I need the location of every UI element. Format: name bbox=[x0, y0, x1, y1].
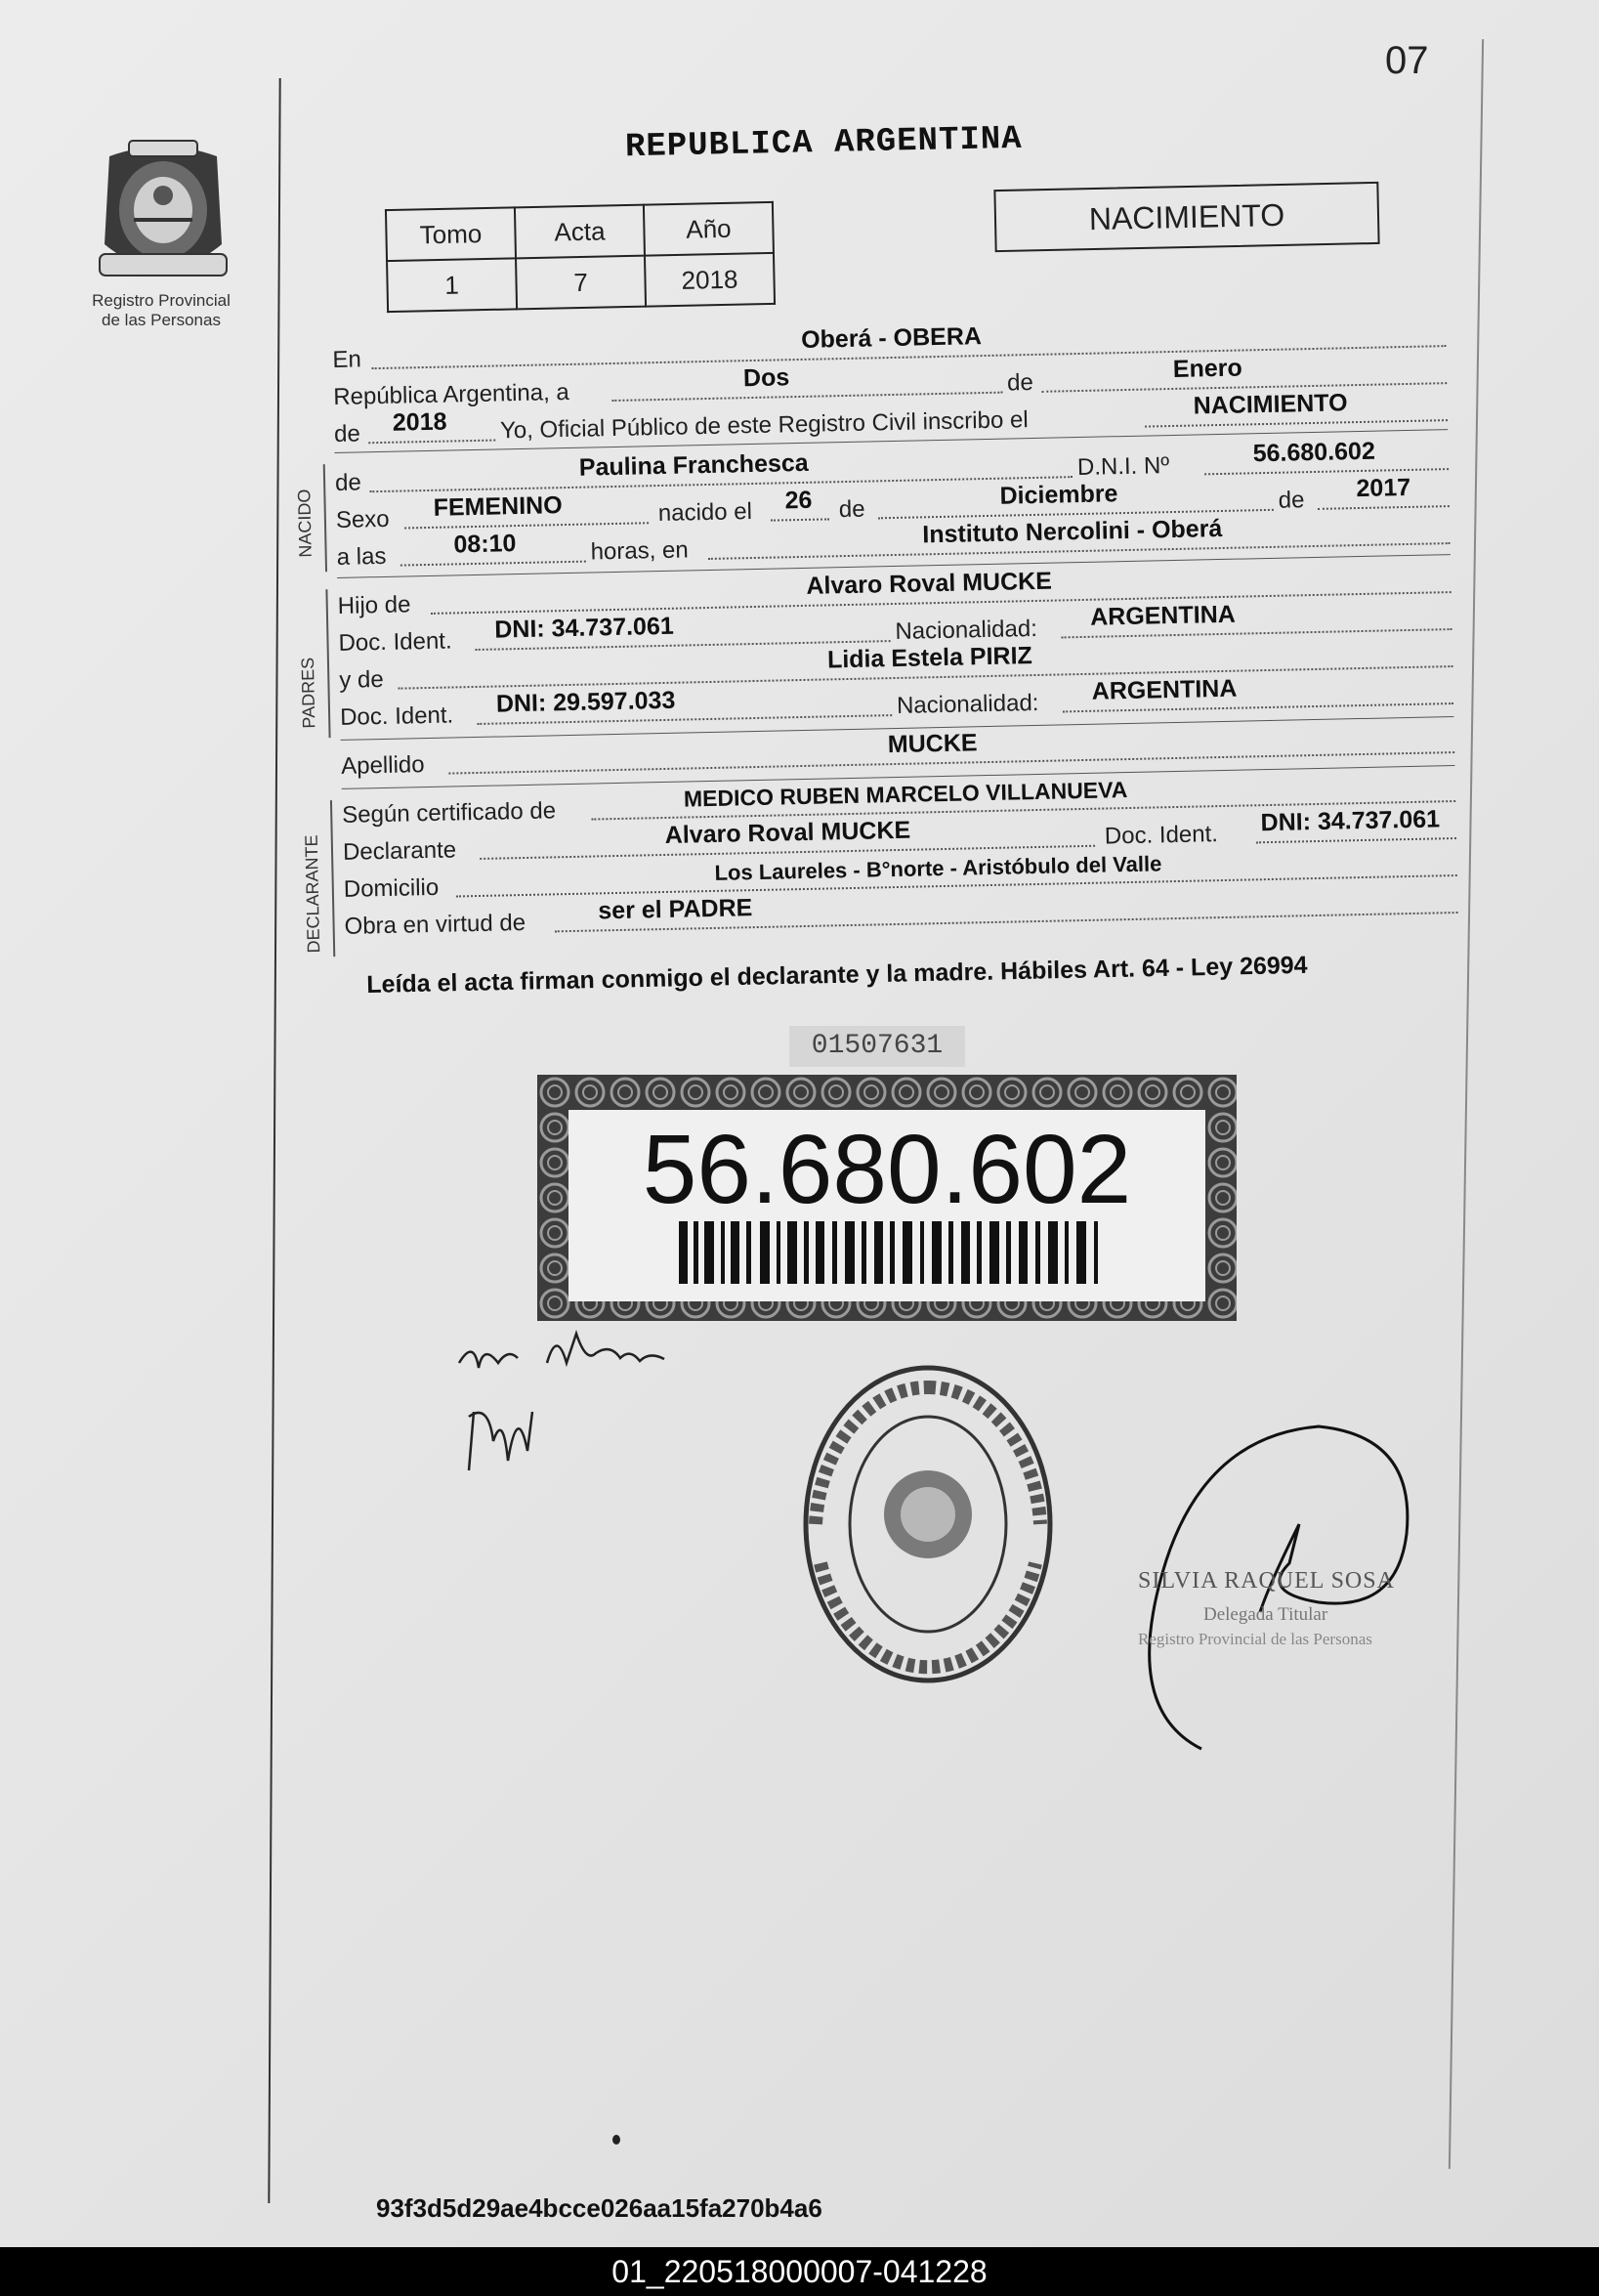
section-label-padres: PADRES bbox=[297, 657, 319, 729]
record-header-tomo: Tomo bbox=[386, 207, 516, 261]
field-day: Dos bbox=[742, 363, 790, 393]
label-declarante: Declarante bbox=[342, 836, 457, 866]
field-father-name: Alvaro Roval MUCKE bbox=[806, 567, 1053, 600]
label-a-las: a las bbox=[336, 542, 387, 571]
record-value-tomo: 1 bbox=[387, 258, 517, 312]
section-bar bbox=[330, 800, 335, 957]
label-obra: Obra en virtud de bbox=[344, 909, 526, 940]
record-type-box: NACIMIENTO bbox=[993, 182, 1379, 252]
official-stamp bbox=[781, 1348, 1074, 1700]
field-birth-year: 2017 bbox=[1356, 473, 1411, 503]
label-doc-ident: Doc. Ident. bbox=[1104, 821, 1219, 850]
label-certificado: Según certificado de bbox=[341, 797, 557, 829]
field-place: Oberá - OBERA bbox=[800, 322, 983, 354]
field-apellido: MUCKE bbox=[887, 729, 978, 759]
handwritten-signatures bbox=[449, 1324, 781, 1519]
field-father-doc: DNI: 34.737.061 bbox=[494, 612, 675, 644]
field-mother-doc: DNI: 29.597.033 bbox=[495, 686, 676, 718]
field-father-nationality: ARGENTINA bbox=[1089, 600, 1237, 631]
label-nacionalidad: Nacionalidad: bbox=[896, 689, 1039, 719]
record-value-anio: 2018 bbox=[645, 253, 775, 307]
label-doc-ident: Doc. Ident. bbox=[338, 627, 452, 657]
record-header-anio: Año bbox=[644, 202, 774, 256]
label-de-name: de bbox=[334, 469, 362, 496]
field-birth-day: 26 bbox=[784, 486, 813, 515]
left-margin-line bbox=[268, 78, 280, 2203]
field-child-dni: 56.680.602 bbox=[1252, 437, 1376, 468]
label-doc-ident: Doc. Ident. bbox=[339, 702, 454, 731]
label-y-de: y de bbox=[339, 665, 385, 694]
field-month: Enero bbox=[1172, 354, 1243, 383]
document-title: REPUBLICA ARGENTINA bbox=[624, 120, 1024, 167]
label-horas-en: horas, en bbox=[590, 536, 690, 566]
ink-dot bbox=[612, 2135, 620, 2145]
label-sexo: Sexo bbox=[335, 505, 390, 533]
label-dni: D.N.I. Nº bbox=[1076, 452, 1170, 482]
registry-label-line1: Registro Provincial bbox=[92, 291, 231, 310]
label-republica: República Argentina, a bbox=[333, 378, 570, 410]
document-hash: 93f3d5d29ae4bcce026aa15fa270b4a6 bbox=[376, 2193, 822, 2223]
label-de-birth-year: de bbox=[1278, 487, 1305, 514]
field-year: 2018 bbox=[392, 407, 447, 437]
label-nacionalidad: Nacionalidad: bbox=[895, 615, 1038, 645]
sticker-dni-number: 56.680.602 bbox=[642, 1115, 1132, 1224]
serial-number: 01507631 bbox=[789, 1026, 965, 1067]
label-apellido: Apellido bbox=[340, 751, 425, 780]
field-mother-name: Lidia Estela PIRIZ bbox=[826, 642, 1033, 674]
dni-sticker bbox=[537, 1075, 1237, 1321]
label-domicilio: Domicilio bbox=[343, 873, 440, 903]
label-en: En bbox=[332, 346, 362, 373]
field-birth-month: Diciembre bbox=[999, 480, 1118, 510]
field-birth-hour: 08:10 bbox=[453, 530, 517, 559]
officer-org: Registro Provincial de las Personas bbox=[1138, 1630, 1372, 1648]
label-hijo-de: Hijo de bbox=[337, 591, 411, 619]
field-child-name: Paulina Franchesca bbox=[578, 448, 809, 482]
officer-title: Delegada Titular bbox=[1203, 1604, 1328, 1625]
field-obra: ser el PADRE bbox=[598, 894, 753, 925]
dots bbox=[771, 517, 829, 521]
label-de: de bbox=[1006, 368, 1034, 397]
section-label-nacido: NACIDO bbox=[294, 489, 316, 558]
officer-name: SILVIA RAQUEL SOSA bbox=[1138, 1568, 1395, 1594]
section-bar bbox=[323, 464, 327, 572]
field-sex: FEMENINO bbox=[433, 491, 563, 522]
field-declarante-name: Alvaro Roval MUCKE bbox=[664, 816, 911, 849]
registry-label-line2: de las Personas bbox=[102, 311, 221, 329]
province-seal-logo bbox=[90, 137, 236, 293]
section-label-declarante: DECLARANTE bbox=[301, 834, 324, 954]
record-value-acta: 7 bbox=[516, 256, 646, 310]
label-nacido-el: nacido el bbox=[657, 498, 753, 528]
footer-id: 01_220518000007-041228 bbox=[0, 2247, 1599, 2296]
field-certificado: MEDICO RUBEN MARCELO VILLANUEVA bbox=[683, 777, 1128, 812]
page-number: 07 bbox=[1385, 39, 1429, 82]
section-bar bbox=[325, 589, 330, 738]
dots bbox=[368, 439, 495, 445]
field-declarante-doc: DNI: 34.737.061 bbox=[1260, 805, 1441, 837]
registry-label bbox=[68, 291, 254, 330]
field-birth-place: Instituto Nercolini - Oberá bbox=[922, 514, 1223, 549]
record-header-acta: Acta bbox=[515, 205, 645, 259]
record-table bbox=[385, 201, 776, 313]
field-inscription-type: NACIMIENTO bbox=[1193, 389, 1348, 420]
field-domicilio: Los Laureles - B°norte - Aristóbulo del Valle bbox=[714, 851, 1162, 885]
field-mother-nationality: ARGENTINA bbox=[1091, 674, 1238, 705]
dots bbox=[1318, 504, 1450, 510]
label-de-month: de bbox=[838, 495, 865, 524]
closing-statement: Leída el acta firman conmigo el declarante y la madre. Hábiles Art. 64 - Ley 26994 bbox=[366, 951, 1308, 999]
label-inscribo: Yo, Oficial Público de este Registro Civil inscribo el bbox=[499, 406, 1029, 445]
dots bbox=[1256, 836, 1456, 843]
dots bbox=[400, 560, 586, 567]
label-de-year: de bbox=[333, 420, 361, 447]
certificate-form bbox=[294, 314, 1468, 954]
